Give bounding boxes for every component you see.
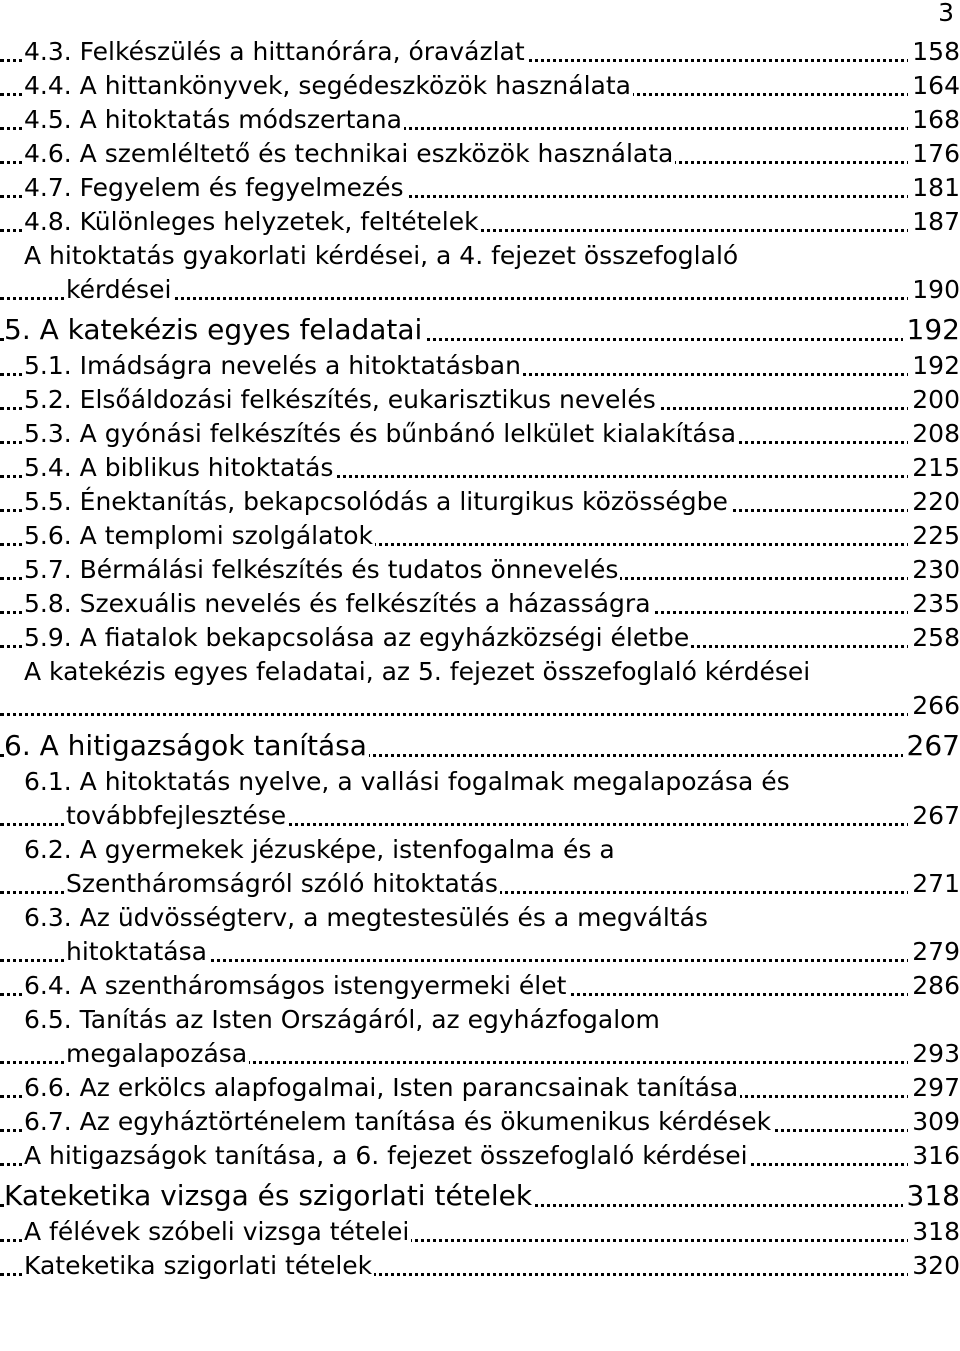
toc-entry-chapter4-summary[interactable]: A hitoktatás gyakorlati kérdései, a 4. fejezet összefoglaló <box>0 239 960 273</box>
toc-entry-6-3-cont[interactable]: hitoktatása 279 <box>0 935 960 969</box>
toc-entry-chapter4-summary-cont[interactable]: kérdései 190 <box>0 273 960 307</box>
toc-entry-6-1-cont[interactable]: továbbfejlesztése 267 <box>0 799 960 833</box>
toc-entry-4-3[interactable]: 4.3. Felkészülés a hittanórára, óravázlat 158 <box>0 35 960 69</box>
toc-chapter-6[interactable]: 6. A hitigazságok tanítása 267 <box>0 727 960 765</box>
toc-entry-6-5-cont[interactable]: megalapozása 293 <box>0 1037 960 1071</box>
toc-entry-5-8[interactable]: 5.8. Szexuális nevelés és felkészítés a házasságra 235 <box>0 587 960 621</box>
toc-entry-6-5[interactable]: 6.5. Tanítás az Isten Országáról, az egyházfogalom <box>0 1003 960 1037</box>
toc-entry-chapter5-summary[interactable]: A katekézis egyes feladatai, az 5. fejezet összefoglaló kérdései <box>0 655 960 689</box>
toc-entry-5-1[interactable]: 5.1. Imádságra nevelés a hitoktatásban 192 <box>0 349 960 383</box>
toc-entry-4-7[interactable]: 4.7. Fegyelem és fegyelmezés 181 <box>0 171 960 205</box>
toc-entry-4-8[interactable]: 4.8. Különleges helyzetek, feltételek 187 <box>0 205 960 239</box>
toc-entry-6-2-cont[interactable]: Szentháromságról szóló hitoktatás 271 <box>0 867 960 901</box>
toc-entry-5-3[interactable]: 5.3. A gyónási felkészítés és bűnbánó lelkület kialakítása 208 <box>0 417 960 451</box>
toc-entry-5-9[interactable]: 5.9. A fiatalok bekapcsolása az egyházközségi életbe 258 <box>0 621 960 655</box>
toc-entry-5-5[interactable]: 5.5. Énektanítás, bekapcsolódás a liturgikus közösségbe 220 <box>0 485 960 519</box>
table-of-contents <box>0 35 960 1283</box>
toc-entry-4-4[interactable]: 4.4. A hittankönyvek, segédeszközök használata 164 <box>0 69 960 103</box>
dot-leader <box>0 713 960 716</box>
toc-entry-5-7[interactable]: 5.7. Bérmálási felkészítés és tudatos önnevelés 230 <box>0 553 960 587</box>
toc-entry-6-3[interactable]: 6.3. Az üdvösségterv, a megtestesülés és a megváltás <box>0 901 960 935</box>
page-number: 3 <box>938 0 954 27</box>
toc-entry-5-6[interactable]: 5.6. A templomi szolgálatok 225 <box>0 519 960 553</box>
toc-entry-6-7[interactable]: 6.7. Az egyháztörténelem tanítása és ökumenikus kérdések 309 <box>0 1105 960 1139</box>
toc-entry-6-4[interactable]: 6.4. A szentháromságos istengyermeki élet 286 <box>0 969 960 1003</box>
toc-entry-5-4[interactable]: 5.4. A biblikus hitoktatás 215 <box>0 451 960 485</box>
toc-entry-rigorosum-topics[interactable]: Kateketika szigorlati tételek 320 <box>0 1249 960 1283</box>
toc-entry-6-6[interactable]: 6.6. Az erkölcs alapfogalmai, Isten parancsainak tanítása 297 <box>0 1071 960 1105</box>
toc-entry-5-2[interactable]: 5.2. Elsőáldozási felkészítés, eukarisztikus nevelés 200 <box>0 383 960 417</box>
toc-entry-oral-exam-topics[interactable]: A félévek szóbeli vizsga tételei 318 <box>0 1215 960 1249</box>
toc-entry-6-2[interactable]: 6.2. A gyermekek jézusképe, istenfogalma és a <box>0 833 960 867</box>
toc-entry-chapter5-summary-cont[interactable]: 266 <box>0 689 960 723</box>
toc-chapter-5[interactable]: 5. A katekézis egyes feladatai 192 <box>0 311 960 349</box>
toc-entry-4-5[interactable]: 4.5. A hitoktatás módszertana 168 <box>0 103 960 137</box>
toc-section-exams[interactable]: Kateketika vizsga és szigorlati tételek 318 <box>0 1177 960 1215</box>
toc-entry-4-6[interactable]: 4.6. A szemléltető és technikai eszközök használata 176 <box>0 137 960 171</box>
toc-entry-6-1[interactable]: 6.1. A hitoktatás nyelve, a vallási fogalmak megalapozása és <box>0 765 960 799</box>
toc-entry-chapter6-summary[interactable]: A hitigazságok tanítása, a 6. fejezet összefoglaló kérdései 316 <box>0 1139 960 1173</box>
